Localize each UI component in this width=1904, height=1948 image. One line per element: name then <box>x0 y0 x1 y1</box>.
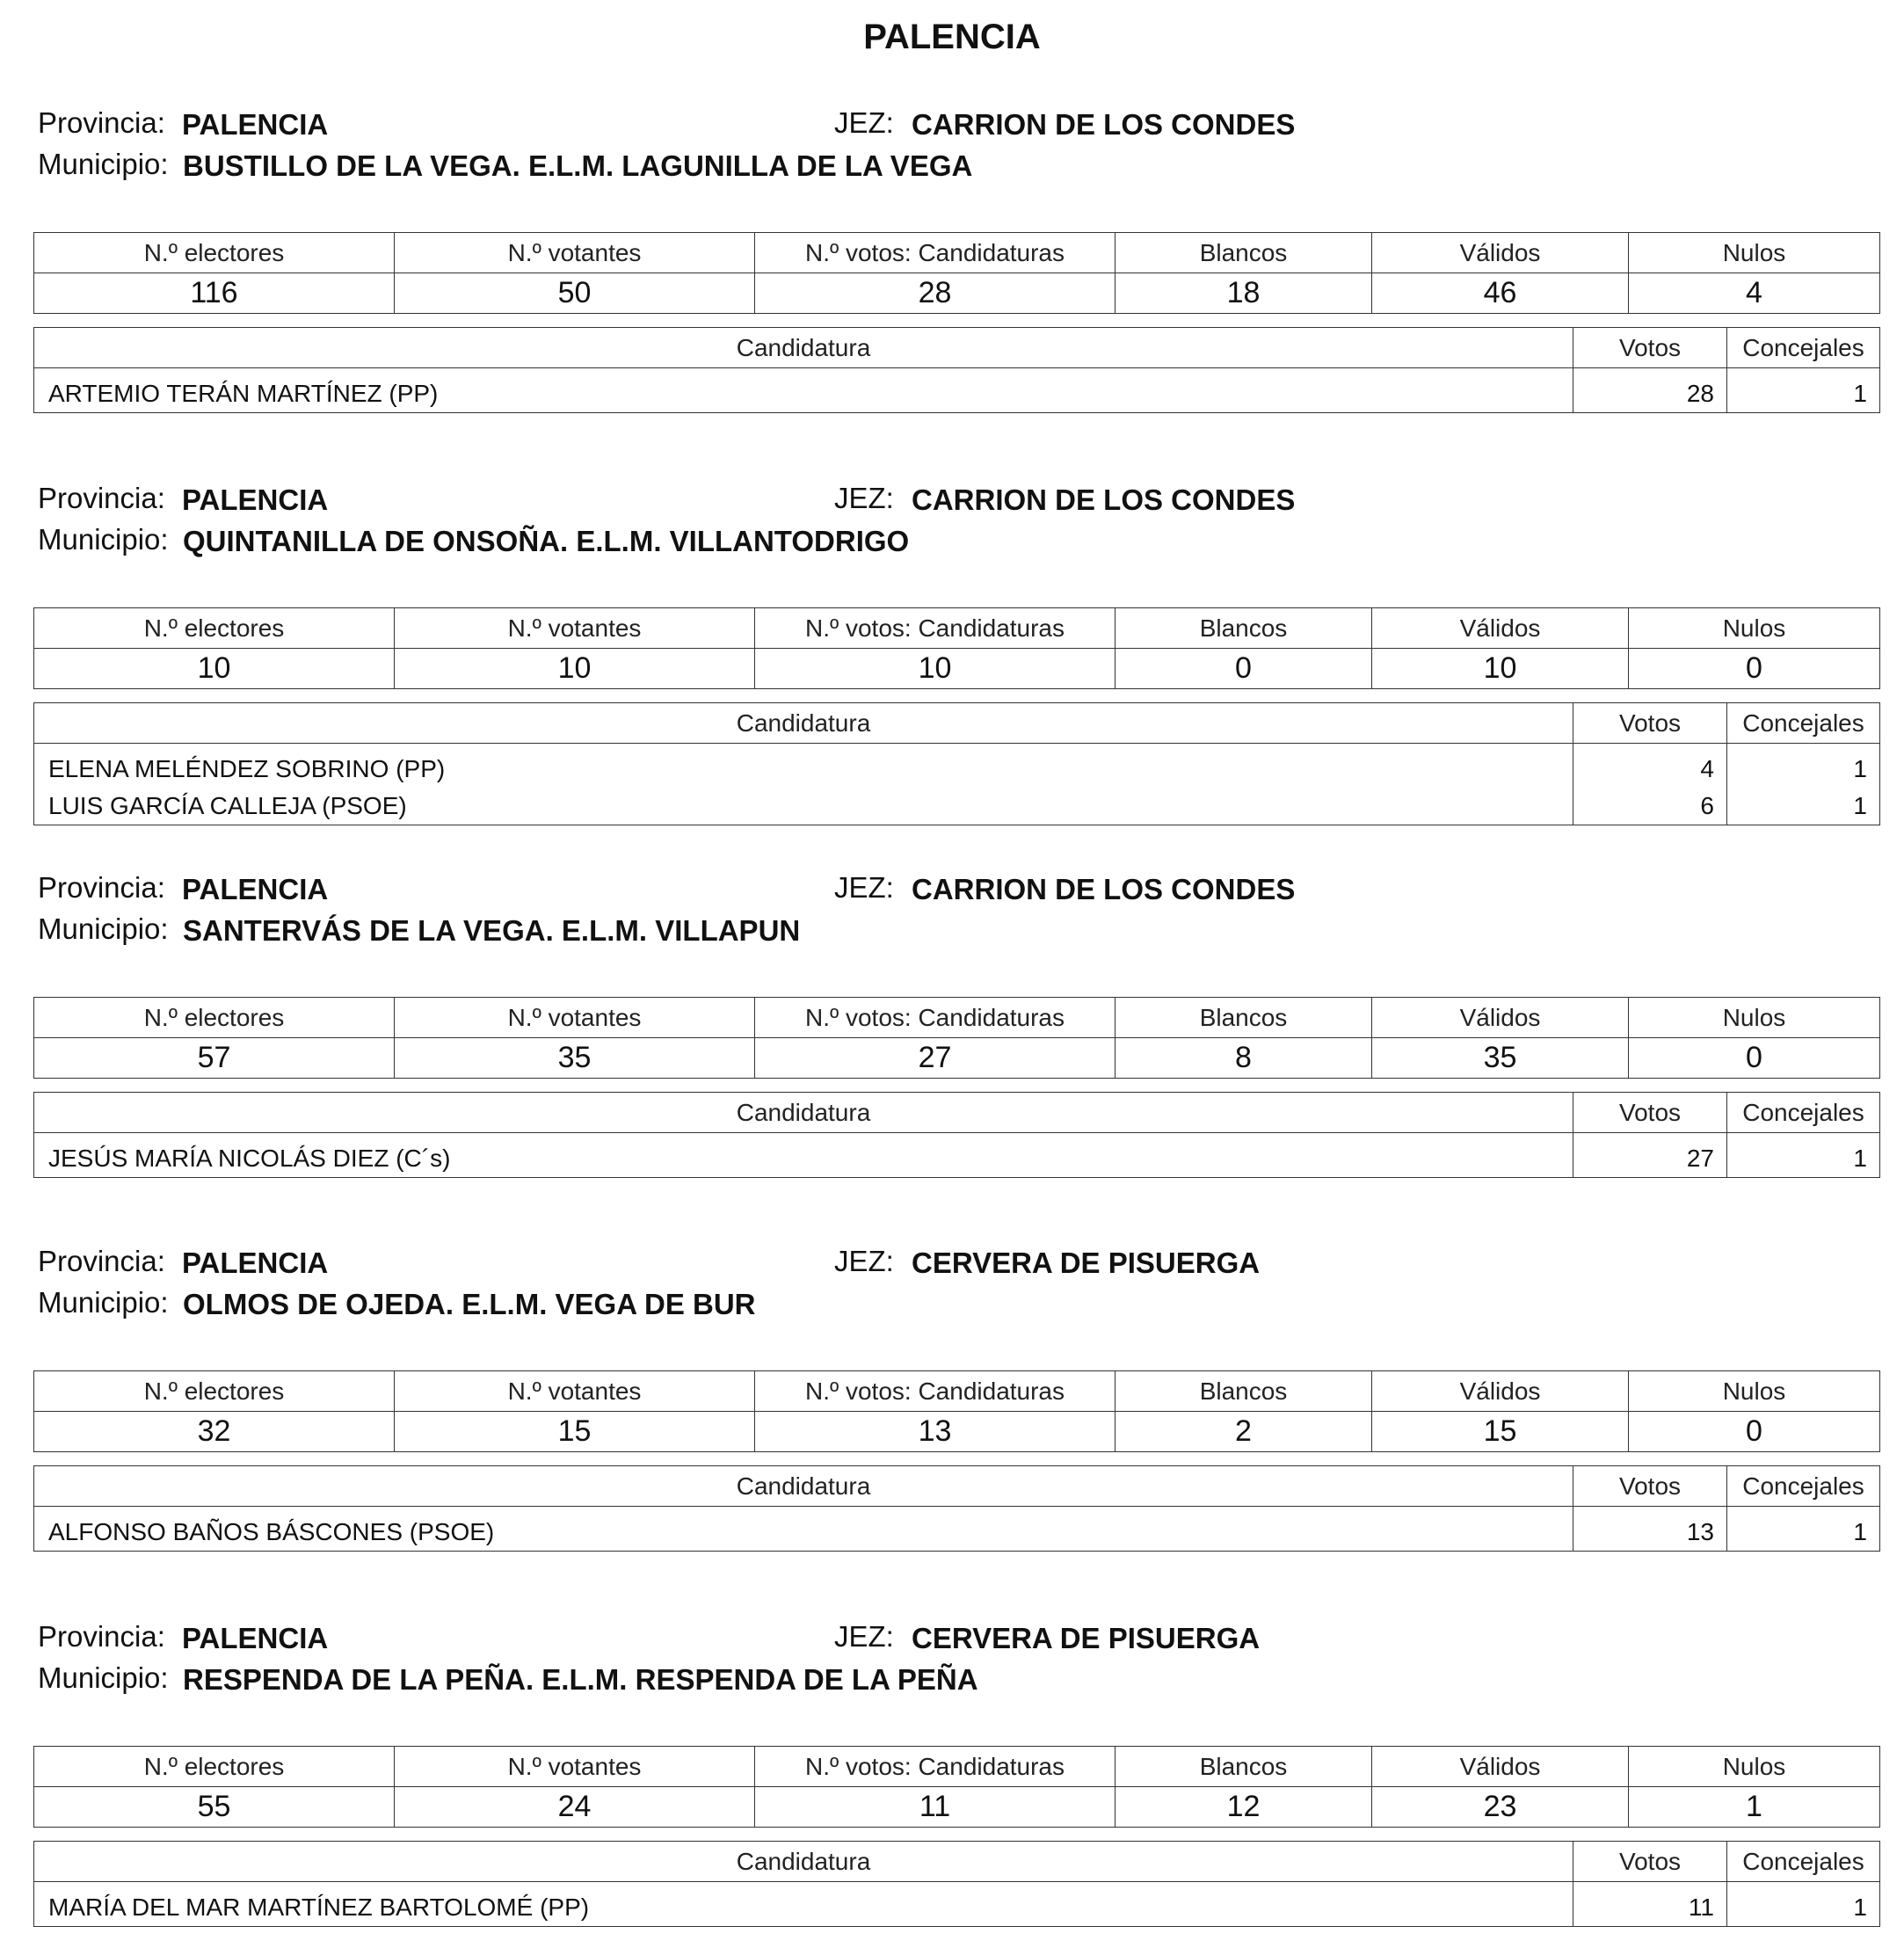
electores-header: N.º electores <box>34 998 395 1038</box>
candidato-row <box>34 744 1880 789</box>
section-header <box>33 1617 1879 1702</box>
stats-value-row <box>34 273 1880 314</box>
validos-header: Válidos <box>1372 1371 1629 1412</box>
stats-header-row <box>34 1747 1880 1787</box>
candidato-votos: 11 <box>1573 1882 1727 1927</box>
jez-value: CERVERA DE PISUERGA <box>912 1622 1261 1654</box>
jez-label: JEZ: <box>834 1245 894 1277</box>
nulos-header: Nulos <box>1629 1371 1880 1412</box>
stats-header-row <box>34 233 1880 273</box>
nulos-value: 0 <box>1629 649 1880 689</box>
candidato-row <box>34 1133 1880 1178</box>
candidatura-header-row <box>34 703 1880 744</box>
stats-table <box>33 997 1880 1079</box>
election-section <box>33 1617 1879 1921</box>
provincia-value: PALENCIA <box>182 483 329 516</box>
municipio-value: RESPENDA DE LA PEÑA. E.L.M. RESPENDA DE LA PEÑA <box>183 1663 978 1696</box>
stats-table <box>33 607 1880 689</box>
validos-header: Válidos <box>1372 998 1629 1038</box>
votos-candidaturas-header: N.º votos: Candidaturas <box>755 608 1116 649</box>
municipio-value: OLMOS DE OJEDA. E.L.M. VEGA DE BUR <box>183 1288 756 1320</box>
candidato-votos: 27 <box>1573 1133 1727 1178</box>
candidatura-table <box>33 1092 1880 1178</box>
electores-value: 57 <box>34 1038 395 1079</box>
candidato-concejales: 1 <box>1727 1882 1880 1927</box>
candidatura-header: Candidatura <box>34 1842 1573 1882</box>
nulos-header: Nulos <box>1629 1747 1880 1787</box>
section-header <box>33 104 1879 188</box>
blancos-header: Blancos <box>1116 998 1372 1038</box>
electores-header: N.º electores <box>34 608 395 649</box>
votantes-value: 10 <box>395 649 755 689</box>
jez-label: JEZ: <box>834 871 894 904</box>
stats-table <box>33 232 1880 314</box>
nulos-value: 0 <box>1629 1038 1880 1079</box>
validos-value: 46 <box>1372 273 1629 314</box>
jez-value: CARRION DE LOS CONDES <box>912 873 1296 905</box>
provincia-label: Provincia: <box>38 1245 165 1277</box>
provincia-label: Provincia: <box>38 482 165 514</box>
validos-value: 23 <box>1372 1787 1629 1828</box>
candidato-name: ARTEMIO TERÁN MARTÍNEZ (PP) <box>34 368 1573 413</box>
provincia-value: PALENCIA <box>182 108 329 141</box>
votantes-header: N.º votantes <box>395 998 755 1038</box>
electores-value: 32 <box>34 1412 395 1452</box>
provincia-label: Provincia: <box>38 106 165 139</box>
nulos-value: 0 <box>1629 1412 1880 1452</box>
candidatura-table <box>33 702 1880 825</box>
candidatura-header-row <box>34 1466 1880 1507</box>
election-section <box>33 104 1879 407</box>
municipio-label: Municipio: <box>38 1286 169 1319</box>
electores-header: N.º electores <box>34 1371 395 1412</box>
stats-value-row <box>34 1787 1880 1828</box>
nulos-header: Nulos <box>1629 233 1880 273</box>
candidatura-header: Candidatura <box>34 1466 1573 1507</box>
votos-candidaturas-header: N.º votos: Candidaturas <box>755 1371 1116 1412</box>
votos-header: Votos <box>1573 1093 1727 1133</box>
validos-value: 35 <box>1372 1038 1629 1079</box>
blancos-value: 2 <box>1116 1412 1372 1452</box>
validos-header: Válidos <box>1372 233 1629 273</box>
votantes-value: 35 <box>395 1038 755 1079</box>
votos-header: Votos <box>1573 703 1727 744</box>
candidato-concejales: 1 <box>1727 368 1880 413</box>
votantes-header: N.º votantes <box>395 1747 755 1787</box>
candidatura-table <box>33 327 1880 413</box>
votos-candidaturas-value: 13 <box>755 1412 1116 1452</box>
provincia-value: PALENCIA <box>182 873 329 905</box>
candidato-concejales: 1 <box>1727 1133 1880 1178</box>
candidatura-header: Candidatura <box>34 703 1573 744</box>
candidato-name: ALFONSO BAÑOS BÁSCONES (PSOE) <box>34 1507 1573 1552</box>
jez-value: CERVERA DE PISUERGA <box>912 1247 1261 1279</box>
municipio-label: Municipio: <box>38 1661 169 1694</box>
blancos-header: Blancos <box>1116 233 1372 273</box>
page-title: PALENCIA <box>863 18 1041 56</box>
votos-candidaturas-value: 11 <box>755 1787 1116 1828</box>
stats-value-row <box>34 649 1880 689</box>
votos-candidaturas-header: N.º votos: Candidaturas <box>755 998 1116 1038</box>
blancos-value: 0 <box>1116 649 1372 689</box>
blancos-header: Blancos <box>1116 1747 1372 1787</box>
nulos-header: Nulos <box>1629 608 1880 649</box>
candidato-name: JESÚS MARÍA NICOLÁS DIEZ (C´s) <box>34 1133 1573 1178</box>
stats-header-row <box>34 998 1880 1038</box>
candidato-row <box>34 1507 1880 1552</box>
concejales-header: Concejales <box>1727 328 1880 368</box>
validos-header: Válidos <box>1372 1747 1629 1787</box>
candidato-name: ELENA MELÉNDEZ SOBRINO (PP) <box>34 744 1573 789</box>
stats-table <box>33 1746 1880 1828</box>
municipio-value: SANTERVÁS DE LA VEGA. E.L.M. VILLAPUN <box>183 914 801 947</box>
concejales-header: Concejales <box>1727 1842 1880 1882</box>
candidato-votos: 13 <box>1573 1507 1727 1552</box>
nulos-value: 1 <box>1629 1787 1880 1828</box>
validos-value: 10 <box>1372 649 1629 689</box>
nulos-header: Nulos <box>1629 998 1880 1038</box>
candidato-row <box>34 1882 1880 1927</box>
concejales-header: Concejales <box>1727 1466 1880 1507</box>
candidato-name: LUIS GARCÍA CALLEJA (PSOE) <box>34 788 1573 825</box>
candidato-votos: 28 <box>1573 368 1727 413</box>
jez-value: CARRION DE LOS CONDES <box>912 483 1296 516</box>
candidato-row <box>34 788 1880 825</box>
electores-value: 10 <box>34 649 395 689</box>
votantes-value: 15 <box>395 1412 755 1452</box>
stats-value-row <box>34 1412 1880 1452</box>
votantes-header: N.º votantes <box>395 233 755 273</box>
election-section <box>33 869 1879 1172</box>
blancos-value: 12 <box>1116 1787 1372 1828</box>
candidato-row <box>34 368 1880 413</box>
votos-header: Votos <box>1573 1466 1727 1507</box>
concejales-header: Concejales <box>1727 1093 1880 1133</box>
votos-candidaturas-header: N.º votos: Candidaturas <box>755 1747 1116 1787</box>
blancos-header: Blancos <box>1116 1371 1372 1412</box>
electores-value: 116 <box>34 273 395 314</box>
jez-label: JEZ: <box>834 482 894 514</box>
electores-value: 55 <box>34 1787 395 1828</box>
municipio-value: QUINTANILLA DE ONSOÑA. E.L.M. VILLANTODRIGO <box>183 525 910 557</box>
stats-header-row <box>34 1371 1880 1412</box>
nulos-value: 4 <box>1629 273 1880 314</box>
municipio-label: Municipio: <box>38 148 169 180</box>
electores-header: N.º electores <box>34 1747 395 1787</box>
votos-candidaturas-value: 10 <box>755 649 1116 689</box>
jez-label: JEZ: <box>834 1620 894 1653</box>
section-header <box>33 1242 1879 1327</box>
electores-header: N.º electores <box>34 233 395 273</box>
provincia-label: Provincia: <box>38 871 165 904</box>
candidatura-table <box>33 1465 1880 1552</box>
votantes-value: 50 <box>395 273 755 314</box>
votos-candidaturas-header: N.º votos: Candidaturas <box>755 233 1116 273</box>
provincia-label: Provincia: <box>38 1620 165 1653</box>
votos-header: Votos <box>1573 328 1727 368</box>
jez-label: JEZ: <box>834 106 894 139</box>
candidatura-header-row <box>34 328 1880 368</box>
candidato-name: MARÍA DEL MAR MARTÍNEZ BARTOLOMÉ (PP) <box>34 1882 1573 1927</box>
validos-value: 15 <box>1372 1412 1629 1452</box>
candidato-concejales: 1 <box>1727 1507 1880 1552</box>
section-header <box>33 869 1879 953</box>
candidatura-header: Candidatura <box>34 1093 1573 1133</box>
candidatura-table <box>33 1841 1880 1927</box>
stats-value-row <box>34 1038 1880 1079</box>
votos-header: Votos <box>1573 1842 1727 1882</box>
votos-candidaturas-value: 28 <box>755 273 1116 314</box>
blancos-value: 8 <box>1116 1038 1372 1079</box>
election-section <box>33 479 1879 819</box>
candidato-votos: 4 <box>1573 744 1727 789</box>
municipio-label: Municipio: <box>38 523 169 556</box>
candidatura-header: Candidatura <box>34 328 1573 368</box>
municipio-value: BUSTILLO DE LA VEGA. E.L.M. LAGUNILLA DE LA VEGA <box>183 149 973 182</box>
votantes-value: 24 <box>395 1787 755 1828</box>
provincia-value: PALENCIA <box>182 1622 329 1654</box>
candidato-concejales: 1 <box>1727 788 1880 825</box>
votantes-header: N.º votantes <box>395 608 755 649</box>
concejales-header: Concejales <box>1727 703 1880 744</box>
section-header <box>33 479 1879 563</box>
candidatura-header-row <box>34 1093 1880 1133</box>
votos-candidaturas-value: 27 <box>755 1038 1116 1079</box>
stats-header-row <box>34 608 1880 649</box>
stats-table <box>33 1370 1880 1452</box>
jez-value: CARRION DE LOS CONDES <box>912 108 1296 141</box>
candidato-votos: 6 <box>1573 788 1727 825</box>
validos-header: Válidos <box>1372 608 1629 649</box>
municipio-label: Municipio: <box>38 912 169 945</box>
blancos-value: 18 <box>1116 273 1372 314</box>
candidato-concejales: 1 <box>1727 744 1880 789</box>
candidatura-header-row <box>34 1842 1880 1882</box>
provincia-value: PALENCIA <box>182 1247 329 1279</box>
votantes-header: N.º votantes <box>395 1371 755 1412</box>
election-section <box>33 1242 1879 1545</box>
blancos-header: Blancos <box>1116 608 1372 649</box>
